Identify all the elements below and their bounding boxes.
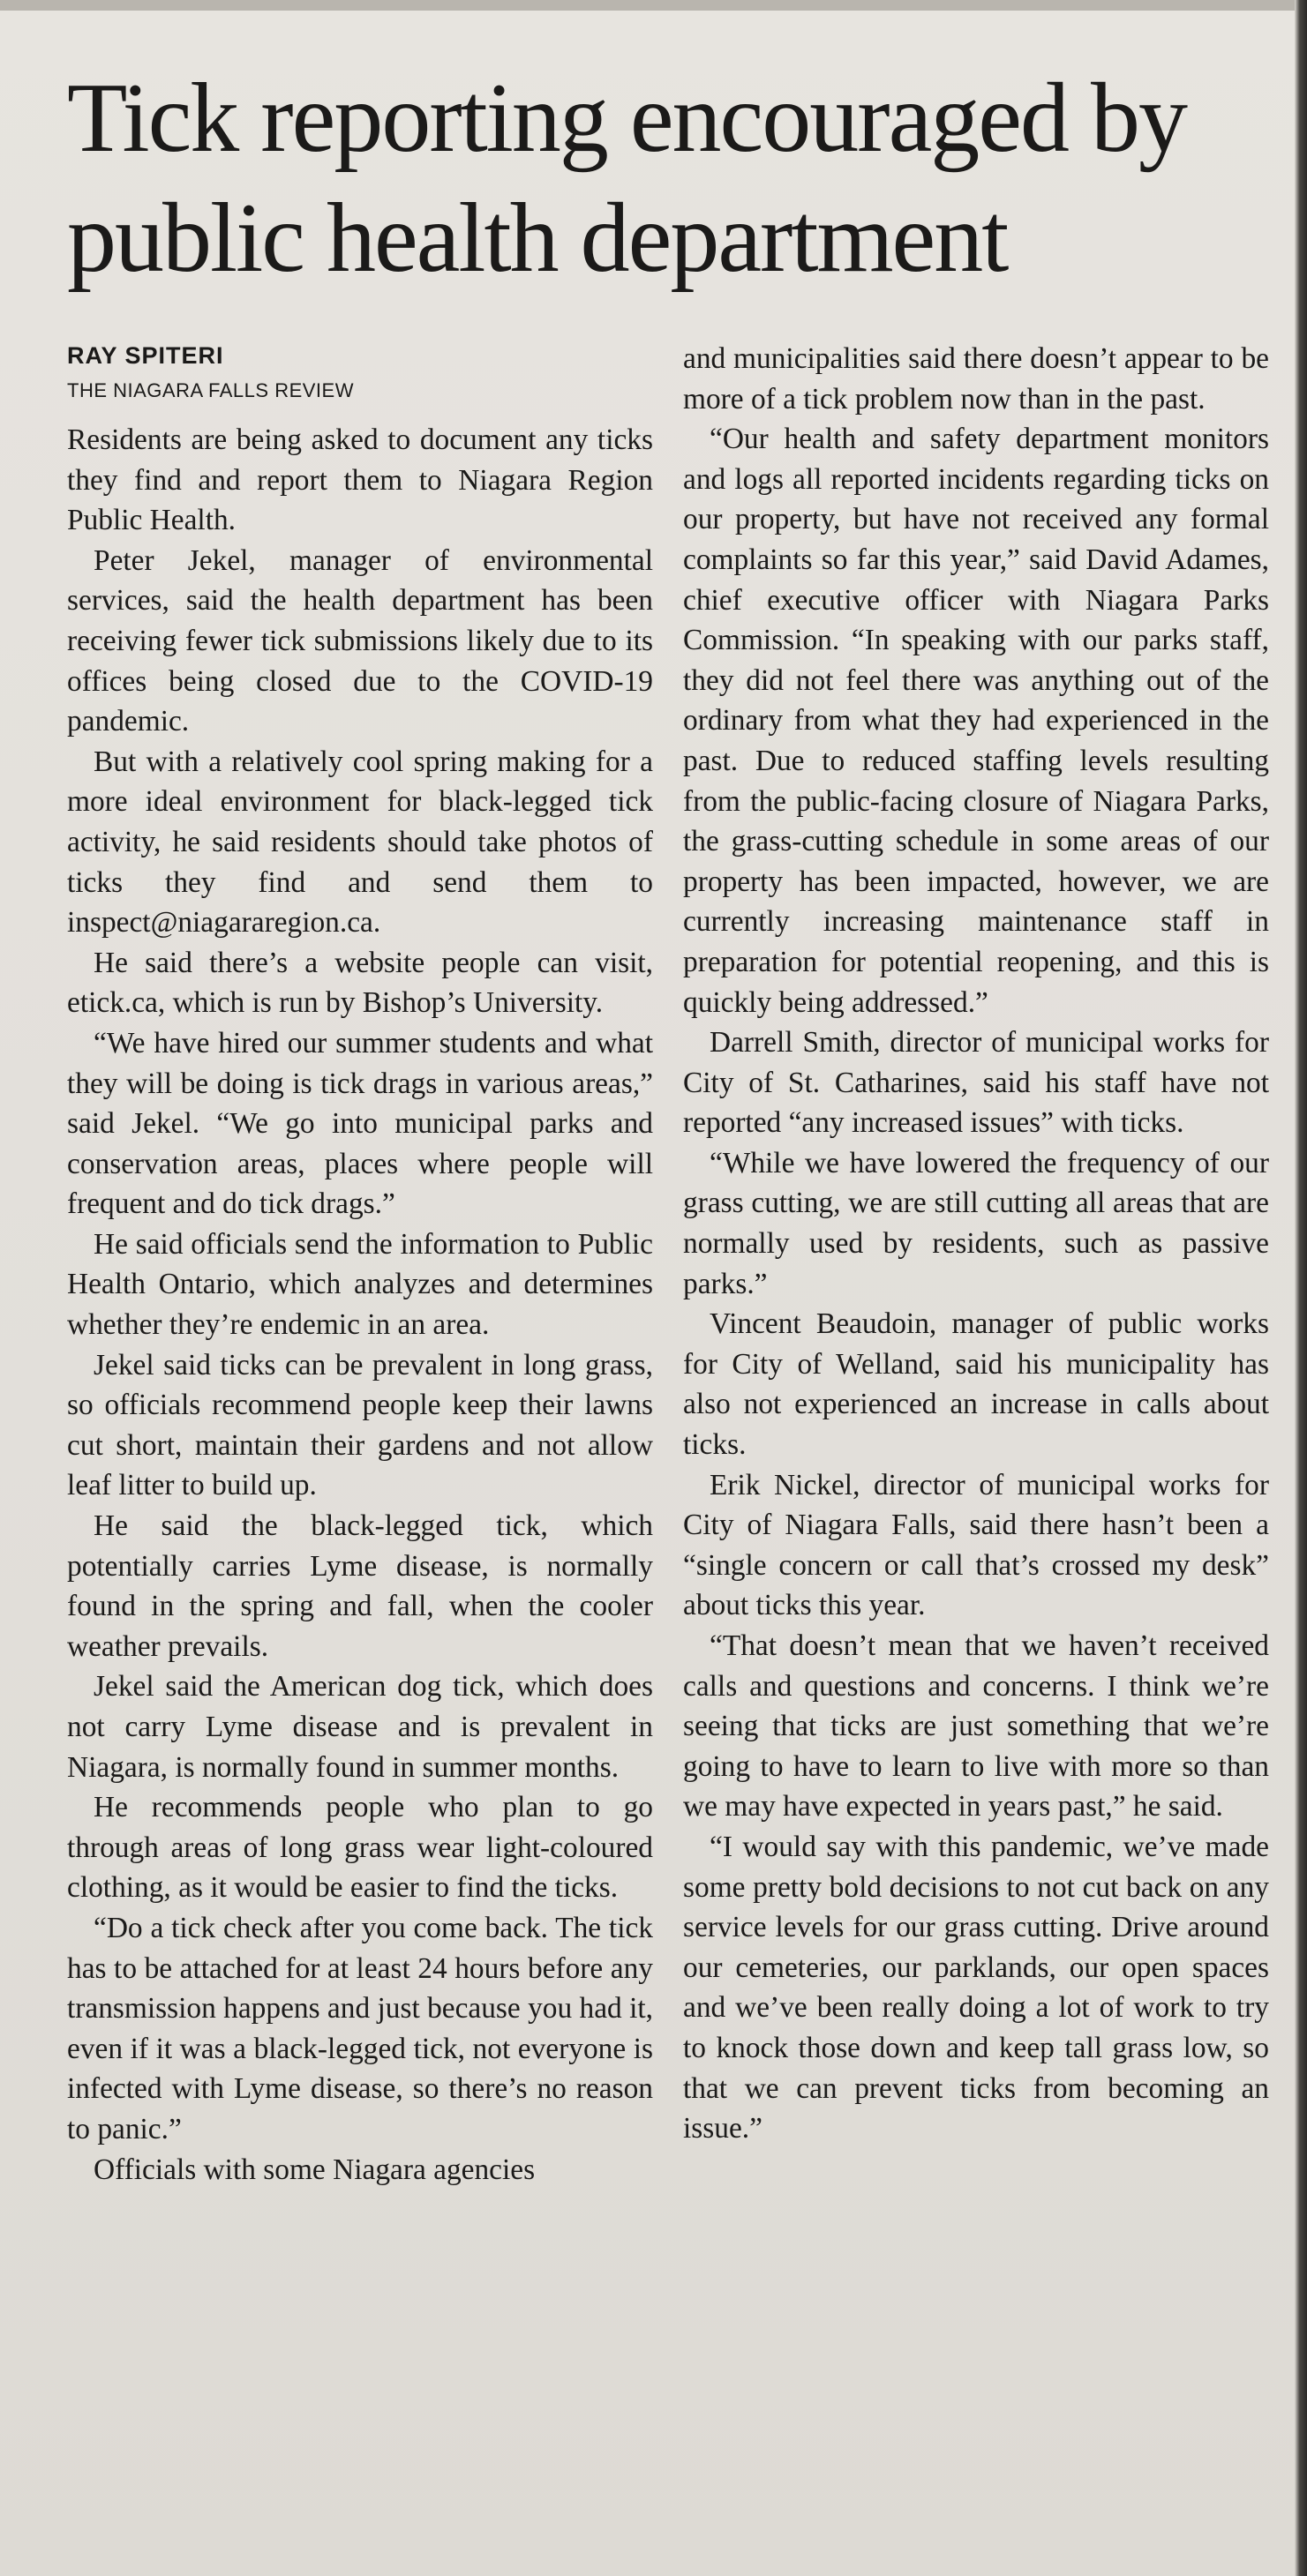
paragraph: Jekel said the American dog tick, which does not carry Lyme disease and is prevalent in Niagara, is normally found in summer months.: [67, 1670, 653, 1784]
paragraph: “Our health and safety department monitors and logs all reported incidents regarding ticks on our property, but have not received any formal complaints so far this year,” said David Adames, chief executive officer with Niagara Parks Commission. “In speaking with our parks staff, they did not feel there was anything out of the ordinary from what they had experienced in the past. Due to reduced staffing levels resulting from the public-facing closure of Niagara Parks, the grass-cutting schedule in some areas of our property has been impacted, however, we are currently increasing maintenance staff in preparation for potential reopening, and this is quickly being addressed.”: [683, 423, 1269, 1019]
paragraph: Darrell Smith, director of municipal works for City of St. Catharines, said his staff have not reported “any increased issues” with ticks.: [683, 1026, 1269, 1140]
paragraph: Erik Nickel, director of municipal works for City of Niagara Falls, said there hasn’t been a “single concern or call that’s crossed my desk” about ticks this year.: [683, 1468, 1269, 1622]
paragraph: He recommends people who plan to go through areas of long grass wear light-coloured clothing, as it would be easier to find the ticks.: [67, 1791, 653, 1905]
paragraph: He said the black-legged tick, which potentially carries Lyme disease, is normally found in the spring and fall, when the cooler weather prevails.: [67, 1509, 653, 1663]
paragraph: But with a relatively cool spring making for a more ideal environment for black-legged tick activity, he said residents should take photos of ticks they find and send them to inspect@niagararegion.ca.: [67, 745, 653, 940]
paragraph: Peter Jekel, manager of environmental services, said the health department has been receiving fewer tick submissions likely due to its offices being closed due to the COVID-19 pandemic.: [67, 543, 653, 738]
paragraph: Vincent Beaudoin, manager of public works for City of Welland, said his municipality has also not experienced an increase in calls about ticks.: [683, 1307, 1269, 1462]
top-edge: [0, 0, 1307, 11]
paragraph: Officials with some Niagara agencies: [94, 2153, 536, 2186]
paragraph: Residents are being asked to document any ticks they find and report them to Niagara Region Public Health.: [67, 423, 653, 537]
paragraph: “Do a tick check after you come back. The tick has to be attached for at least 24 hours before any transmission happens and just because you had it, even if it was a black-legged tick, not everyone is infected with Lyme disease, so there’s no reason to panic.”: [67, 1911, 653, 2145]
paragraph: He said there’s a website people can visit, etick.ca, which is run by Bishop’s University.: [67, 946, 653, 1020]
paragraph: “We have hired our summer students and what they will be doing is tick drags in various areas,” said Jekel. “We go into municipal parks and conservation areas, places where people will frequent and do tick drags.”: [67, 1026, 653, 1221]
paragraph: Jekel said ticks can be prevalent in long grass, so officials recommend people keep their lawns cut short, maintain their gardens and not allow leaf litter to build up.: [67, 1348, 653, 1502]
right-column: [683, 339, 1269, 2149]
paragraph: “That doesn’t mean that we haven’t received calls and questions and concerns. I think we’re seeing that ticks are just something that we’re going to have to learn to live with more so than we may have expected in years past,” he said.: [683, 1629, 1269, 1823]
paragraph: He said officials send the information to Public Health Ontario, which analyzes and determines whether they’re endemic in an area.: [67, 1227, 653, 1342]
publication-source: THE NIAGARA FALLS REVIEW: [67, 379, 354, 401]
byline: RAY SPITERI: [67, 342, 224, 369]
left-column: [67, 420, 653, 2190]
paragraph: and municipalities said there doesn’t appear to be more of a tick problem now than in the past.: [683, 342, 1269, 416]
right-edge-shadow: [1295, 0, 1307, 2576]
paragraph: “While we have lowered the frequency of our grass cutting, we are still cutting all areas that are normally used by residents, such as passive parks.”: [683, 1146, 1269, 1300]
headline: Tick reporting encouraged by public health department: [67, 64, 1186, 293]
paragraph: “I would say with this pandemic, we’ve made some pretty bold decisions to not cut back on any service levels for our grass cutting. Drive around our cemeteries, our parklands, our open spaces and we’ve been really doing a lot of work to try to knock those down and keep tall grass low, so that we can prevent ticks from becoming an issue.”: [683, 1830, 1269, 2145]
